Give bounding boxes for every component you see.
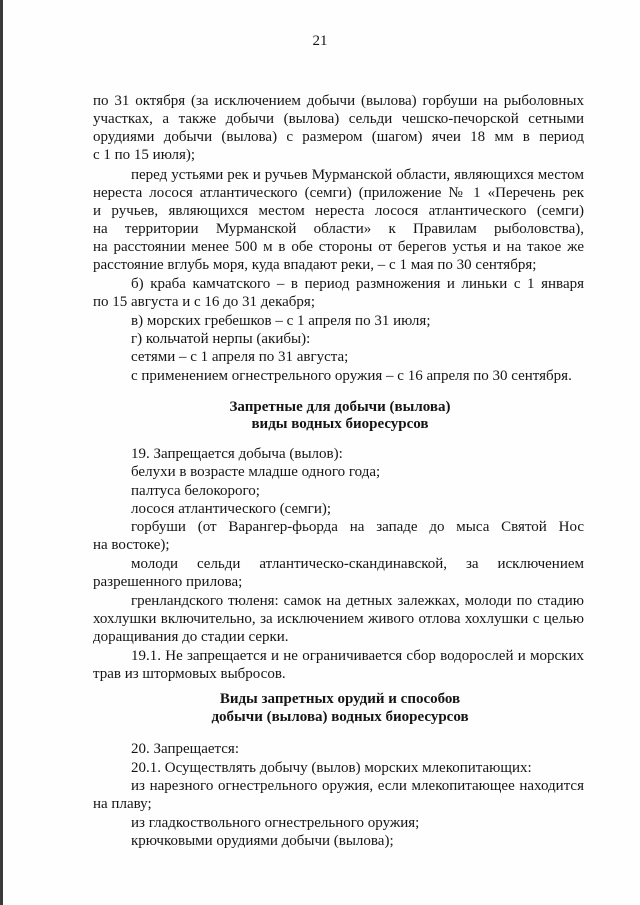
text-line: лосося атлантического (семги); <box>131 501 332 517</box>
text-line: с применением огнестрельного оружия – с 16 апреля по 30 сентября. <box>131 368 572 384</box>
text-line: б) краба камчатского – в период размножения и линьки с 1 января <box>131 276 584 292</box>
text-line: из гладкоствольного огнестрельного оружия; <box>131 815 420 831</box>
text-line: нереста лосося атлантического (семги) (приложение № 1 «Перечень рек <box>93 185 584 201</box>
text-line: 19.1. Не запрещается и не ограничивается сбор водорослей и морских <box>131 648 584 664</box>
text-line: расстояние вглубь моря, куда впадают реки, – с 1 мая по 30 сентября; <box>93 257 537 273</box>
text-line: по 15 августа и с 16 до 31 декабря; <box>93 294 315 310</box>
text-line: доращивания до стадии серки. <box>93 629 289 645</box>
text-line: по 31 октября (за исключением добычи (вылова) горбуши на рыболовных <box>93 93 584 109</box>
text-line: в) морских гребешков – с 1 апреля по 31 июля; <box>131 313 431 329</box>
text-line: сетями – с 1 апреля по 31 августа; <box>131 349 349 365</box>
text-line: орудиями добычи (вылова) с размером (шагом) ячеи 18 мм в период <box>93 129 584 145</box>
section-heading: Виды запретных орудий и способов <box>219 691 461 707</box>
text-line: на расстоянии менее 500 м в обе стороны от берегов устья и на такое же <box>93 239 584 255</box>
page-number: 21 <box>312 33 328 49</box>
text-line: хохлушки включительно, за исключением живого отлова хохлушки с целью <box>93 611 584 627</box>
text-line: перед устьями рек и ручьев Мурманской области, являющихся местом <box>131 167 584 183</box>
text-line: 20. Запрещается: <box>131 741 239 757</box>
text-line: разрешенного прилова; <box>93 574 243 590</box>
scan-edge <box>0 0 3 905</box>
section-heading: добычи (вылова) водных биоресурсов <box>211 709 469 725</box>
text-line: горбуши (от Варангер-фьорда на западе до мыса Святой Нос <box>131 519 584 535</box>
text-line: палтуса белокорого; <box>131 483 260 499</box>
text-line: на плаву; <box>93 796 152 812</box>
section-heading: Запретные для добычи (вылова) <box>229 399 451 415</box>
text-line: г) кольчатой нерпы (акибы): <box>131 331 311 347</box>
text-line: белухи в возрасте младше одного года; <box>131 464 381 480</box>
text-line: и ручьев, являющихся местом нереста лосося атлантического (семги) <box>93 203 584 219</box>
text-line: участках, а также добычи (вылова) сельди чешско-печорской сетными <box>93 111 584 127</box>
text-line: 20.1. Осуществлять добычу (вылов) морских млекопитающих: <box>131 760 532 776</box>
text-line: гренландского тюленя: самок на детных залежках, молоди по стадию <box>131 593 584 609</box>
text-line: 19. Запрещается добыча (вылов): <box>131 446 343 462</box>
text-line: из нарезного огнестрельного оружия, если млекопитающее находится <box>131 778 584 794</box>
section-heading: виды водных биоресурсов <box>251 416 429 432</box>
text-line: на территории Мурманской области» к Правилам рыболовства), <box>93 221 584 237</box>
text-line: молоди сельди атлантическо-скандинавской, за исключением <box>131 556 584 572</box>
text-line: крючковыми орудиями добычи (вылова); <box>131 833 394 849</box>
text-line: на востоке); <box>93 537 170 553</box>
text-line: трав из штормовых выбросов. <box>93 666 286 682</box>
text-line: с 1 по 15 июля); <box>93 147 196 163</box>
